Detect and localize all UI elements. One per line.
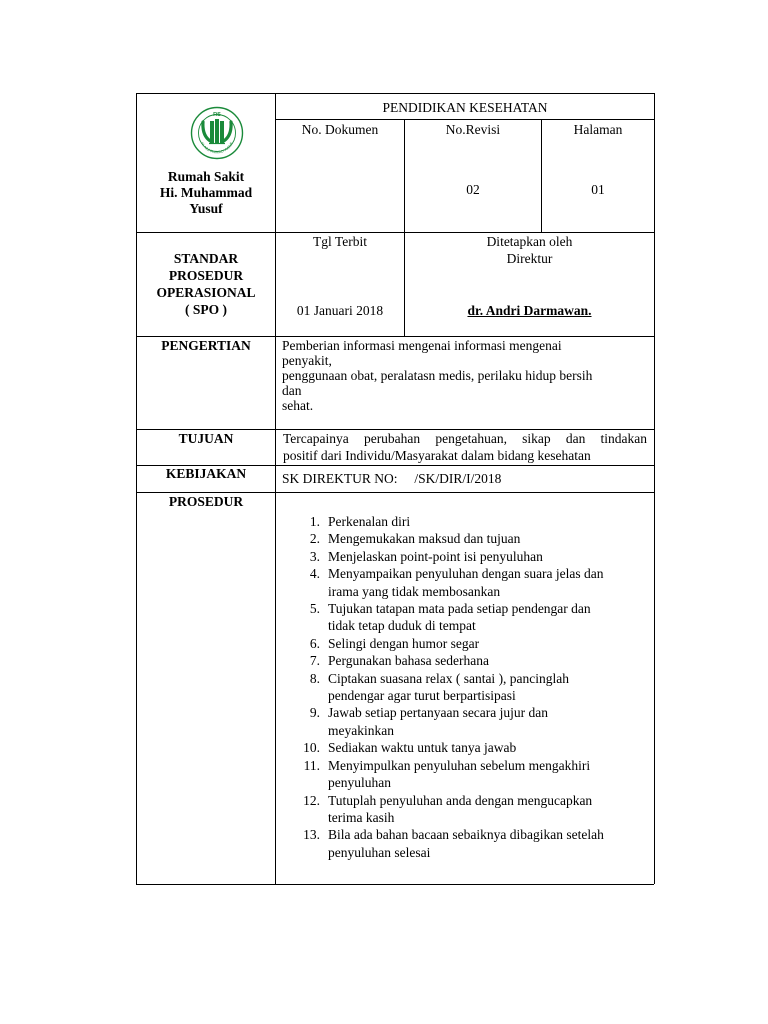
column-divider — [275, 93, 276, 884]
prosedur-step-text: Perkenalan diri — [328, 514, 411, 529]
hospital-name-line-1: Rumah Sakit — [167, 169, 245, 184]
halaman-value: 01 — [591, 182, 605, 197]
pengertian-line-2: penyakit, — [282, 353, 332, 368]
prosedur-step-text: penyuluhan — [328, 775, 391, 791]
kebijakan-value: SK DIREKTUR NO: /SK/DIR/I/2018 — [282, 471, 502, 486]
kebijakan-label: KEBIJAKAN — [165, 466, 247, 481]
spo-title-line-1: STANDAR — [173, 251, 239, 266]
prosedur-step — [282, 792, 642, 827]
prosedur-step-text: penyuluhan selesai — [328, 844, 431, 860]
ditetapkan-label: Ditetapkan oleh — [486, 234, 573, 249]
no-revisi-label: No.Revisi — [445, 122, 501, 137]
prosedur-label: PROSEDUR — [168, 494, 244, 509]
prosedur-step-text: irama yang tidak membosankan — [328, 583, 501, 599]
prosedur-step-text: Jawab setiap pertanyaan secara jujur dan — [328, 705, 549, 721]
prosedur-step-text: Bila ada bahan bacaan sebaiknya dibagikan setelah — [328, 827, 604, 843]
document-title: PENDIDIKAN KESEHATAN — [382, 100, 548, 115]
prosedur-step-text: meyakinkan — [328, 722, 394, 738]
prosedur-step-text: Menyampaikan penyuluhan dengan suara jelas dan — [328, 566, 604, 582]
prosedur-step-text: Ciptakan suasana relax ( santai ), pancinglah — [328, 670, 570, 686]
spo-title-line-4: ( SPO ) — [185, 302, 227, 317]
prosedur-step — [282, 826, 642, 861]
prosedur-step-number: 9. — [309, 705, 320, 721]
prosedur-step-text: tidak tetap duduk di tempat — [328, 618, 476, 634]
spo-title-line-3: OPERASIONAL — [156, 285, 256, 300]
prosedur-step-number: 4. — [309, 566, 320, 582]
prosedur-step-text: Pergunakan bahasa sederhana — [328, 653, 489, 669]
pengertian-line-3: penggunaan obat, peralatasn medis, perilaku hidup bersih — [282, 368, 593, 383]
prosedur-step-text: Tujukan tatapan mata pada setiap pendengar dan — [328, 601, 591, 617]
ditetapkan-role: Direktur — [506, 251, 553, 266]
prosedur-step-text: Menyimpulkan penyuluhan sebelum mengakhiri — [328, 757, 591, 773]
prosedur-step-number: 8. — [309, 670, 320, 686]
prosedur-step-text: Tutuplah penyuluhan anda dengan mengucapkan — [328, 792, 593, 808]
pengertian-line-5: sehat. — [282, 398, 314, 413]
prosedur-step-number: 13. — [303, 827, 320, 843]
tgl-terbit-value: 01 Januari 2018 — [296, 303, 384, 318]
prosedur-step-number: 1. — [309, 514, 320, 529]
prosedur-step — [282, 565, 642, 600]
tgl-terbit-label: Tgl Terbit — [313, 234, 367, 249]
title-row-divider — [275, 119, 654, 120]
halaman-label: Halaman — [573, 122, 623, 137]
prosedur-step — [282, 513, 642, 530]
prosedur-step-text: terima kasih — [328, 809, 395, 825]
spo-title-line-2: PROSEDUR — [168, 268, 244, 283]
no-dokumen-label: No. Dokumen — [301, 122, 379, 137]
prosedur-step — [282, 635, 642, 652]
prosedur-step-text: Menjelaskan point-point isi penyuluhan — [328, 548, 543, 564]
prosedur-step-number: 5. — [309, 601, 320, 617]
prosedur-step-number: 3. — [309, 548, 320, 564]
prosedur-step-text: Sediakan waktu untuk tanya jawab — [328, 740, 517, 756]
prosedur-step — [282, 670, 642, 705]
prosedur-step-number: 7. — [309, 653, 320, 669]
border-right — [654, 93, 655, 884]
prosedur-step-text: Selingi dengan humor segar — [328, 635, 480, 651]
ditetapkan-name: dr. Andri Darmawan. — [467, 303, 592, 318]
prosedur-step-number: 10. — [303, 740, 320, 756]
border-top — [136, 93, 654, 94]
prosedur-step-number: 6. — [309, 635, 320, 651]
prosedur-step-number: 11. — [303, 757, 320, 773]
logo-top-text: RS — [213, 112, 221, 119]
hospital-name-line-3: Yusuf — [189, 201, 223, 216]
hospital-logo-icon — [190, 106, 244, 160]
prosedur-step-number: 12. — [303, 792, 320, 808]
tujuan-line-2: positif dari Individu/Masyarakat dalam bidang kesehatan — [283, 448, 591, 463]
prosedur-step — [282, 704, 642, 739]
pengertian-line-4: dan — [282, 383, 302, 398]
tujuan-line-1: Tercapainya perubahan pengetahuan, sikap dan tindakan — [283, 431, 647, 446]
prosedur-step — [282, 600, 642, 635]
prosedur-step — [282, 757, 642, 792]
border-bottom — [136, 884, 654, 885]
prosedur-step — [282, 548, 642, 565]
prosedur-steps-list — [282, 513, 642, 861]
logo-ring-text: Hi. MUHAMMAD YUSUF — [200, 141, 234, 155]
no-revisi-value: 02 — [466, 182, 480, 197]
hospital-name-line-2: Hi. Muhammad — [159, 185, 253, 200]
prosedur-step — [282, 530, 642, 547]
prosedur-step — [282, 652, 642, 669]
prosedur-step — [282, 739, 642, 756]
tujuan-label: TUJUAN — [178, 431, 234, 446]
pengertian-line-1: Pemberian informasi mengenai informasi mengenai — [282, 338, 562, 353]
prosedur-step-number: 2. — [309, 531, 320, 547]
pengertian-label: PENGERTIAN — [161, 338, 251, 353]
prosedur-step-text: pendengar agar turut berpartisipasi — [328, 688, 516, 704]
prosedur-step-text: Mengemukakan maksud dan tujuan — [328, 531, 521, 547]
